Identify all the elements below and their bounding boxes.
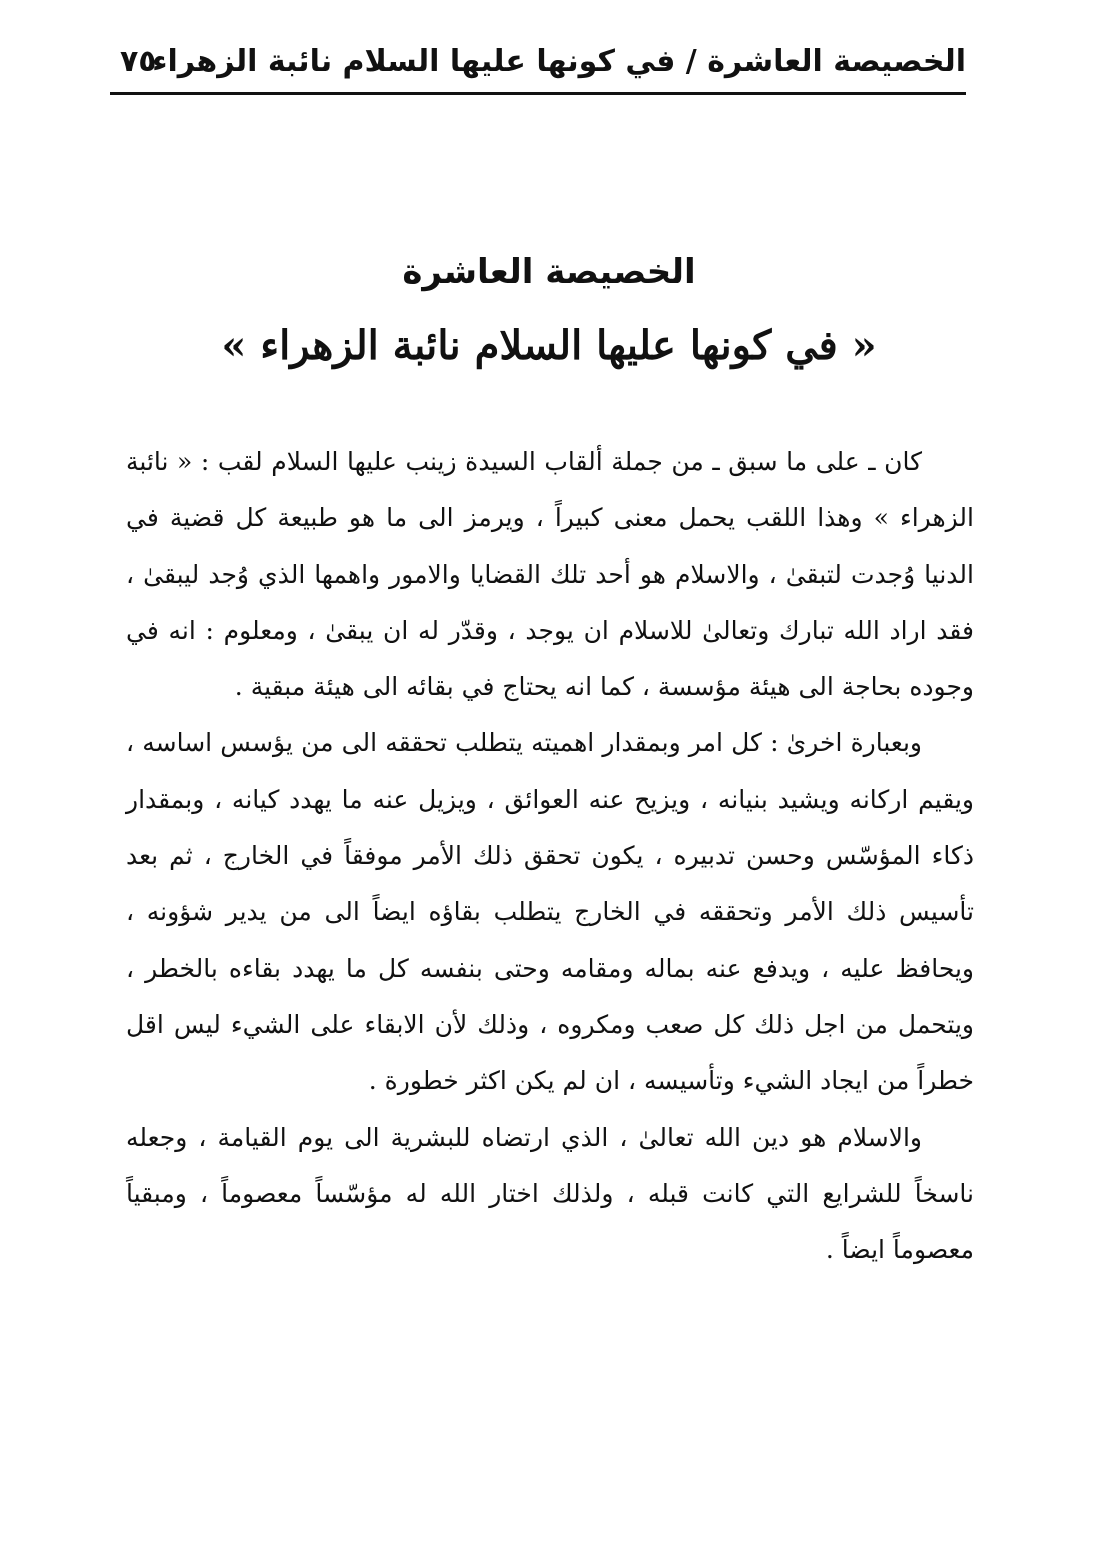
page-number: ٧٥ [120, 44, 157, 79]
chapter-subtitle: « في كونها عليها السلام نائبة الزهراء » [221, 322, 877, 369]
paragraph-2: وبعبارة اخرىٰ : كل امر وبمقدار اهميته يتطلب تحققه الى من يؤسس اساسه ، ويقيم اركانه ويشيد بنيانه ، ويزيح عنه العوائق ، ويزيل عنه ما يهدد كيانه ، وبمقدار ذكاء المؤسّس وحسن تدبيره ، يكون تحقق ذلك الأمر موفقاً في الخارج ، ثم بعد تأسيس ذلك الأمر وتحققه في الخارج يتطلب بقاؤه ايضاً الى من يدير شؤونه ، ويحافظ عليه ، ويدفع عنه بماله ومقامه وحتى بنفسه كل ما يهدد بقاءه بالخطر ، ويتحمل من اجل ذلك كل صعب ومكروه ، وذلك لأن الابقاء على الشيء ليس اقل خطراً من ايجاد الشيء وتأسيسه ، ان لم يكن اكثر خطورة . [126, 728, 974, 1096]
paragraph-1: كان ـ على ما سبق ـ من جملة ألقاب السيدة زينب عليها السلام لقب : « نائبة الزهراء » وهذا اللقب يحمل معنى كبيراً ، ويرمز الى ما هو طبيعة كل قضية في الدنيا وُجدت لتبقىٰ ، والاسلام هو أحد تلك القضايا والامور واهمها الذي وُجد ليبقىٰ ، فقد اراد الله تبارك وتعالىٰ للاسلام ان يوجد ، وقدّر له ان يبقىٰ ، ومعلوم : انه في وجوده بحاجة الى هيئة مؤسسة ، كما انه يحتاج في بقائه الى هيئة مبقية . [126, 447, 975, 702]
body-text [126, 434, 974, 1278]
paragraph-3: والاسلام هو دين الله تعالىٰ ، الذي ارتضاه للبشرية الى يوم القيامة ، وجعله ناسخاً للشرايع التي كانت قبله ، ولذلك اختار الله له مؤسّساً معصوماً ، ومبقياً معصوماً ايضاً . [126, 1122, 974, 1265]
chapter-heading: الخصيصة العاشرة [402, 252, 696, 292]
running-header [110, 36, 966, 92]
header-divider [110, 92, 966, 95]
running-header-title: الخصيصة العاشرة / في كونها عليها السلام نائبة الزهراء [152, 44, 966, 79]
